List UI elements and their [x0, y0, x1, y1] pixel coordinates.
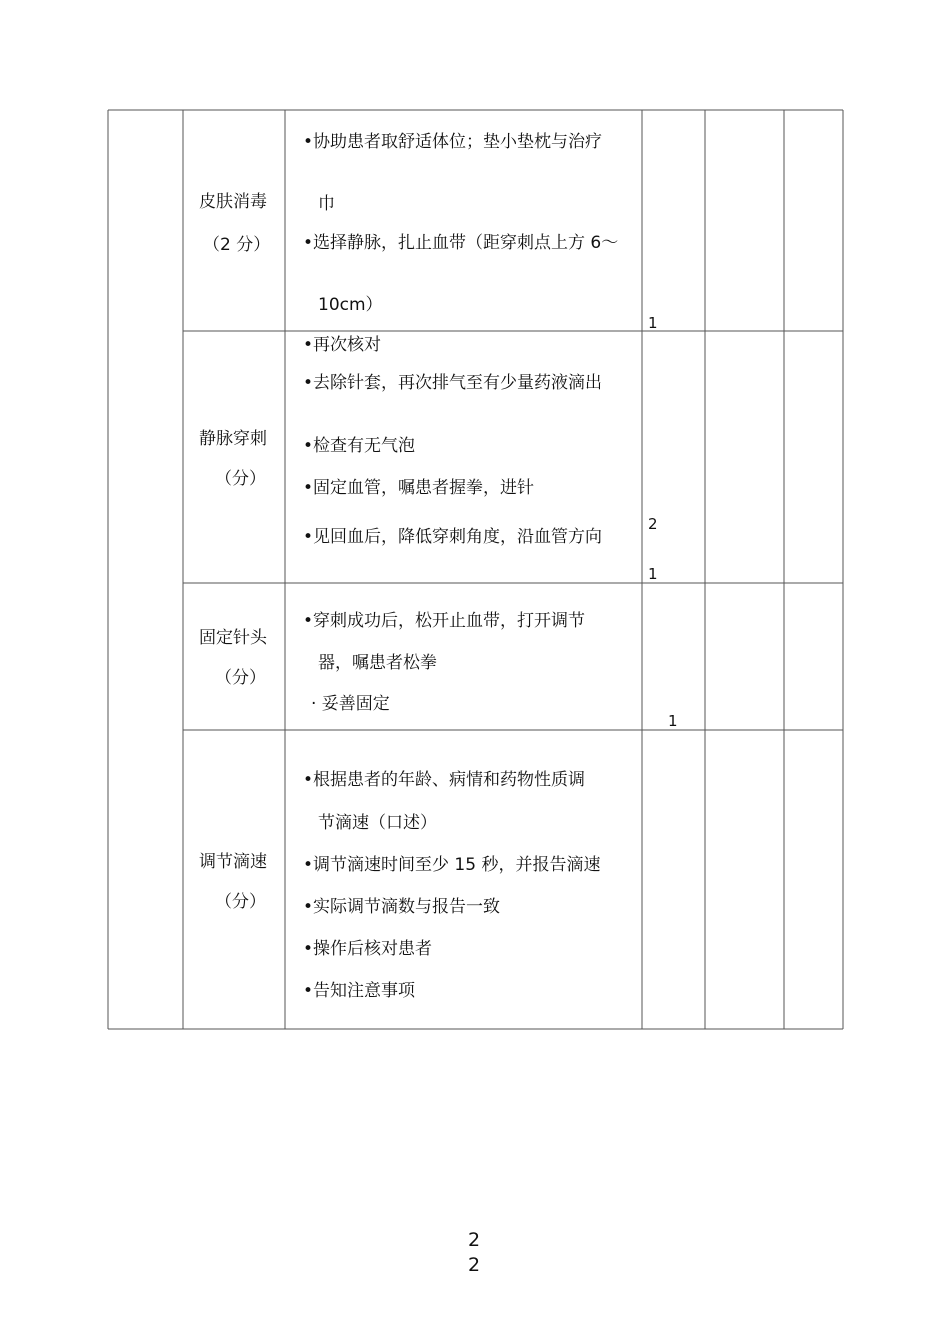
- category-points: （分）: [215, 469, 266, 489]
- page-number: 2: [468, 1254, 481, 1276]
- page-number: 2: [468, 1229, 481, 1251]
- step-item: •检查有无气泡: [303, 436, 416, 456]
- category-points: （2 分）: [203, 235, 271, 255]
- step-item: 巾: [318, 194, 335, 214]
- category-label: 皮肤消毒: [199, 192, 267, 212]
- step-item: •固定血管，嘱患者握拳，进针: [303, 478, 535, 498]
- step-item: 10cm）: [318, 295, 383, 315]
- step-item: •协助患者取舒适体位；垫小垫枕与治疗: [303, 132, 603, 152]
- step-item: •根据患者的年龄、病情和药物性质调: [303, 770, 586, 790]
- category-label: 调节滴速: [199, 852, 267, 872]
- step-item: •选择静脉，扎止血带（距穿刺点上方 6～: [303, 233, 619, 253]
- step-item: •穿刺成功后，松开止血带，打开调节: [303, 611, 586, 631]
- step-item: 器，嘱患者松拳: [318, 653, 437, 673]
- category-label: 固定针头: [199, 628, 267, 648]
- score-value: 1: [648, 565, 658, 583]
- step-item: 节滴速（口述）: [318, 813, 437, 833]
- step-item: •去除针套，再次排气至有少量药液滴出: [303, 373, 603, 393]
- step-item: •操作后核对患者: [303, 939, 433, 959]
- score-value: 2: [648, 515, 658, 533]
- step-item: •见回血后，降低穿刺角度，沿血管方向: [303, 527, 603, 547]
- step-item: · 妥善固定: [311, 694, 390, 714]
- category-label: 静脉穿刺: [199, 429, 267, 449]
- step-item: •实际调节滴数与报告一致: [303, 897, 501, 917]
- category-points: （分）: [215, 892, 266, 912]
- score-value: 1: [648, 314, 658, 332]
- step-item: •告知注意事项: [303, 981, 416, 1001]
- score-value: 1: [668, 712, 678, 730]
- step-item: •调节滴速时间至少 15 秒，并报告滴速: [303, 855, 601, 875]
- step-item: •再次核对: [303, 335, 382, 355]
- category-points: （分）: [215, 668, 266, 688]
